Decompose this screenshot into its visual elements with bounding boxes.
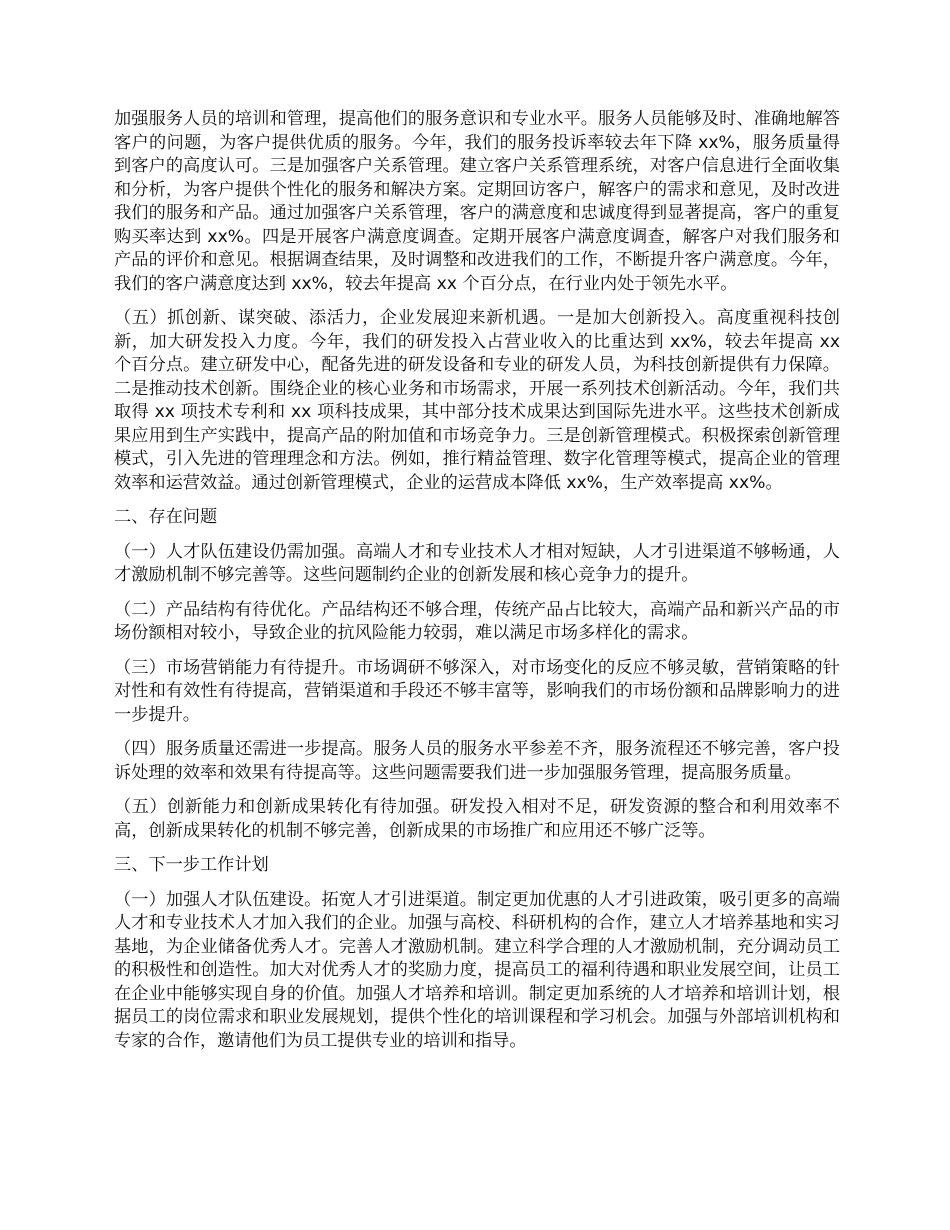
paragraph-innovation: （五）抓创新、谋突破、添活力，企业发展迎来新机遇。一是加大创新投入。高度重视科技创新，加大研发投入力度。今年，我们的研发投入占营业收入的比重达到 xx%，较去年提高 xx 个百分点。建立研发中心，配备先进的研发设备和专业的研发人员，为科技创新提供有力保障。二是推动技术创新。围绕企业的核心业务和市场需求，开展一系列技术创新活动。今年，我们共取得 xx 项技术专利和 xx 项科技成果，其中部分技术成果达到国际先进水平。这些技术创新成果应用到生产实践中，提高产品的附加值和市场竞争力。三是创新管理模式。积极探索创新管理模式，引入先进的管理理念和方法。例如，推行精益管理、数字化管理等模式，提高企业的管理效率和运营效益。通过创新管理模式，企业的运营成本降低 xx%，生产效率提高 xx%。 [114, 308, 840, 493]
paragraph-plan-talent: （一）加强人才队伍建设。拓宽人才引进渠道。制定更加优惠的人才引进政策，吸引更多的高端人才和专业技术人才加入我们的企业。加强与高校、科研机构的合作，建立人才培养基地和实习基地，为企业储备优秀人才。完善人才激励机制。建立科学合理的人才激励机制，充分调动员工的积极性和创造性。加大对优秀人才的奖励力度，提高员工的福利待遇和职业发展空间，让员工在企业中能够实现自身的价值。加强人才培养和培训。制定更加系统的人才培养和培训计划，根据员工的岗位需求和职业发展规划，提供个性化的培训课程和学习机会。加强与外部培训机构和专家的合作，邀请他们为员工提供专业的培训和指导。 [114, 889, 840, 1051]
paragraph-problem-product-structure: （二）产品结构有待优化。产品结构还不够合理，传统产品占比较大，高端产品和新兴产品的市场份额相对较小，导致企业的抗风险能力较弱，难以满足市场多样化的需求。 [114, 599, 840, 643]
paragraph-problem-talent: （一）人才队伍建设仍需加强。高端人才和专业技术人才相对短缺，人才引进渠道不够畅通，人才激励机制不够完善等。这些问题制约企业的创新发展和核心竞争力的提升。 [114, 541, 840, 585]
paragraph-problem-marketing: （三）市场营销能力有待提升。市场调研不够深入，对市场变化的反应不够灵敏，营销策略的针对性和有效性有待提高，营销渠道和手段还不够丰富等，影响我们的市场份额和品牌影响力的进一步提升。 [114, 657, 840, 725]
paragraph-problem-innovation: （五）创新能力和创新成果转化有待加强。研发投入相对不足，研发资源的整合和利用效率不高，创新成果转化的机制不够完善，创新成果的市场推广和应用还不够广泛等。 [114, 797, 840, 841]
section-heading-problems: 二、存在问题 [114, 507, 218, 527]
section-heading-next-plan: 三、下一步工作计划 [114, 855, 269, 875]
paragraph-service-and-customer: 加强服务人员的培训和管理，提高他们的服务意识和专业水平。服务人员能够及时、准确地解答客户的问题，为客户提供优质的服务。今年，我们的服务投诉率较去年下降 xx%，服务质量得到客户的高度认可。三是加强客户关系管理。建立客户关系管理系统，对客户信息进行全面收集和分析，为客户提供个性化的服务和解决方案。定期回访客户，解客户的需求和意见，及时改进我们的服务和产品。通过加强客户关系管理，客户的满意度和忠诚度得到显著提高，客户的重复购买率达到 xx%。四是开展客户满意度调查。定期开展客户满意度调查，解客户对我们服务和产品的评价和意见。根据调查结果，及时调整和改进我们的工作，不断提升客户满意度。今年，我们的客户满意度达到 xx%，较去年提高 xx 个百分点，在行业内处于领先水平。 [114, 109, 840, 294]
document-body [114, 108, 840, 1064]
paragraph-problem-service-quality: （四）服务质量还需进一步提高。服务人员的服务水平参差不齐，服务流程还不够完善，客户投诉处理的效率和效果有待提高等。这些问题需要我们进一步加强服务管理，提高服务质量。 [114, 739, 840, 783]
